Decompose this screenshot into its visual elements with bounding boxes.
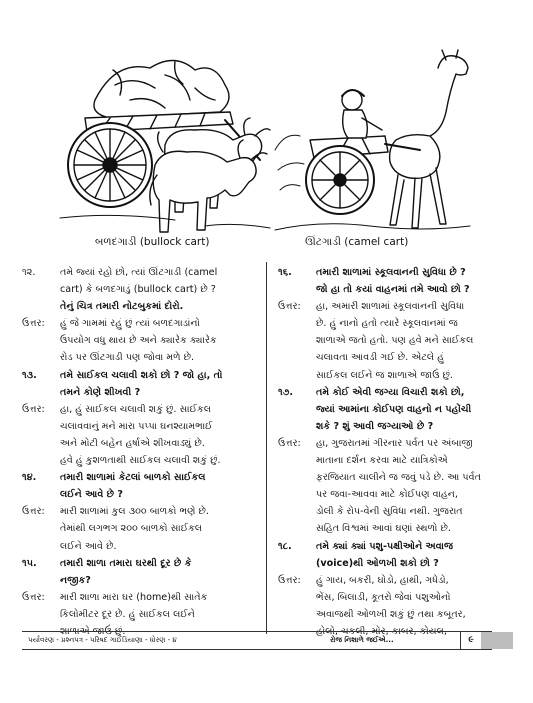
question-15 [22,555,272,589]
question-number: ૧૭. [278,386,294,398]
answer-line: છે. હું નાનો હતો ત્યારે સ્કૂલવાનમાં જ [316,318,458,330]
bullock-cart-caption: બળદગાડી (bullock cart) [95,236,210,248]
question-line: (voice)થી ઓળખી શકો છો ? [316,557,439,569]
question-number: ૧૬. [278,267,292,278]
answer-line: હવે હું કુશળતાથી સાઈકલ ચલાવી શકું છું. [60,455,221,467]
question-number: ૧૨. [22,267,36,278]
right-column [278,264,518,640]
answer-line: હા, હું સાઈકલ ચલાવી શકું છું. સાઈકલ [60,403,212,415]
answer-line: હું ગાય, બકરી, ઘોડો, હાથી, ગધેડો, [316,574,449,586]
camel-cart-caption: ઊંટગાડી (camel cart) [305,236,409,248]
answer-line: કિલોમીટર દૂર છે. હું સાઈકલ લઈને [60,608,195,620]
answer-line: ડોલી કે રોપ-વેની સુવિધા નથી. ગુજરાત [316,506,463,518]
answer-line: શાળાએ જાઉં છું. [60,625,126,637]
answer-17 [278,435,518,538]
answer-line: શાળાએ જતો હતો. પણ હવે મને સાઈકલ [316,335,474,347]
answer-label: ઉત્તર: [278,301,301,313]
question-14 [22,469,272,503]
answer-label: ઉત્તર: [22,506,45,518]
question-17 [278,384,518,435]
left-column [22,264,272,640]
answer-label: ઉત્તર: [278,437,301,449]
answer-line: તેમાંથી લગભગ ૨૦૦ બાળકો સાઈકલ [60,523,203,535]
question-line: જો હા તો કયાં વાહનમાં તમે આવો છો ? [316,284,470,296]
answer-line: હા, અમારી શાળામાં સ્કૂલવાનની સુવિધા [316,301,465,313]
question-line: નજીક? [60,574,91,586]
footer-chapter-title: રોજ નિશાળે જઈએ... [330,636,394,644]
question-13 [22,367,272,401]
answer-12 [22,315,272,366]
answer-line: અને મોટી બહેન હર્ષાએ શીખવાડ્યું છે. [60,437,205,449]
answer-16 [278,298,518,383]
answer-line: પર જવા-આવવા માટે કોઈપણ વાહન, [316,489,458,501]
question-line: તમારી શાળામાં કેટલાં બાળકો સાઈકલ [60,472,206,484]
footer-shade-block [481,632,513,649]
question-number: ૧૩. [22,369,37,381]
answer-line: હું જે ગામમાં રહું છું ત્યાં બળદગાડાંનો [60,318,200,330]
camel-cart-illustration [270,40,475,240]
question-line: લઈને આવે છે ? [60,489,123,501]
question-number: ૧૫. [22,557,37,569]
answer-line: ઉપયોગ વધુ થાય છે અને ક્યારેક ક્યારેક [60,335,217,347]
answer-line: સહિત વિશ્વમાં આવાં ઘણાં સ્થળો છે. [316,523,451,535]
page-footer [22,631,492,650]
answer-label: ઉત્તર: [22,403,45,415]
question-line: તમારી શાળા તમારા ઘરથી દૂર છે કે [60,557,192,569]
answer-line: હોલો, ચકલી, મોર, કાબર, કોયલ, [316,625,447,637]
question-line: cart) કે બળદગાડું (bullock cart) છે ? [60,284,216,296]
answer-label: ઉત્તર: [22,318,45,330]
answer-line: માતાના દર્શન કરવા માટે યાત્રિકોએ [316,455,448,467]
answer-18 [278,572,518,640]
question-number: ૧૪. [22,472,37,484]
answer-line: ભેંસ, બિલાડી, કૂતરો જેવાં પશુઓનો [316,591,451,603]
footer-book-title: પર્યાવરણ - પ્રશ્નપત્ર - પરિષદ ગાઈડિયાણા - ધોરણ - ૪ [28,636,177,644]
answer-line: હા, ગુજરાતમાં ગીરનાર પર્વત પર અંબાજી [316,437,473,449]
question-line: શકે ? શું આવી જગ્યાઓ છે ? [316,420,434,432]
answer-line: મારી શાળામાં કુલ ૩૦૦ બાળકો ભણે છે. [60,506,210,518]
answer-line: ચલાવતા આવડી ગઈ છે. એટલે હું [316,352,445,364]
answer-label: ઉત્તર: [278,574,301,586]
answer-line: મારી શાળા મારા ઘર (home)થી સાતેક [60,591,208,603]
answer-13 [22,401,272,469]
question-line: તમે જ્યાં રહો છો, ત્યાં ઊંટગાડી (camel [60,267,218,278]
bullock-cart-illustration [55,40,280,235]
answer-label: ઉત્તર: [22,591,45,603]
question-line: તમે સાઈકલ ચલાવી શકો છો ? જો હા, તો [60,369,223,381]
question-12 [22,264,272,315]
answer-line: સાઈકલ લઈને જ શાળાએ જાઉં છું. [316,369,453,381]
answer-line: ફરજિયાત ચાલીને જ જવું પડે છે. આ પર્વત [316,472,481,484]
question-line: તમને કોણે શીખવી ? [60,386,141,398]
answer-line: અવાજથી ઓળખી શકું છું તથા કબૂતર, [316,608,466,620]
question-16 [278,264,518,298]
question-line: તેનું ચિત્ર તમારી નોટબુકમાં દોરો. [60,301,184,313]
answer-line: ચલાવવાનું મને મારા પપ્પા ઘનશ્યામભાઈ [60,420,213,432]
answer-14 [22,503,272,554]
figures-area [0,0,533,262]
question-line: તમે ક્યાં ક્યાં પશુ-પક્ષીઓને અવાજ [316,540,454,552]
page-number: ૯ [460,632,482,649]
question-18 [278,538,518,572]
question-line: તમારી શાળામાં સ્કૂલવાનની સુવિધા છે ? [316,267,466,278]
answer-line: રોડ પર ઊંટગાડી પણ જોવા મળે છે. [60,352,195,364]
question-line: જ્યાં આમાંના કોઈપણ વાહનો ન પહોંચી [316,403,472,415]
answer-line: લઈને આવે છે. [60,540,117,552]
question-line: તમે કોઈ એવી જગ્યા વિચારી શકો છો, [316,386,465,398]
question-number: ૧૮. [278,540,292,552]
